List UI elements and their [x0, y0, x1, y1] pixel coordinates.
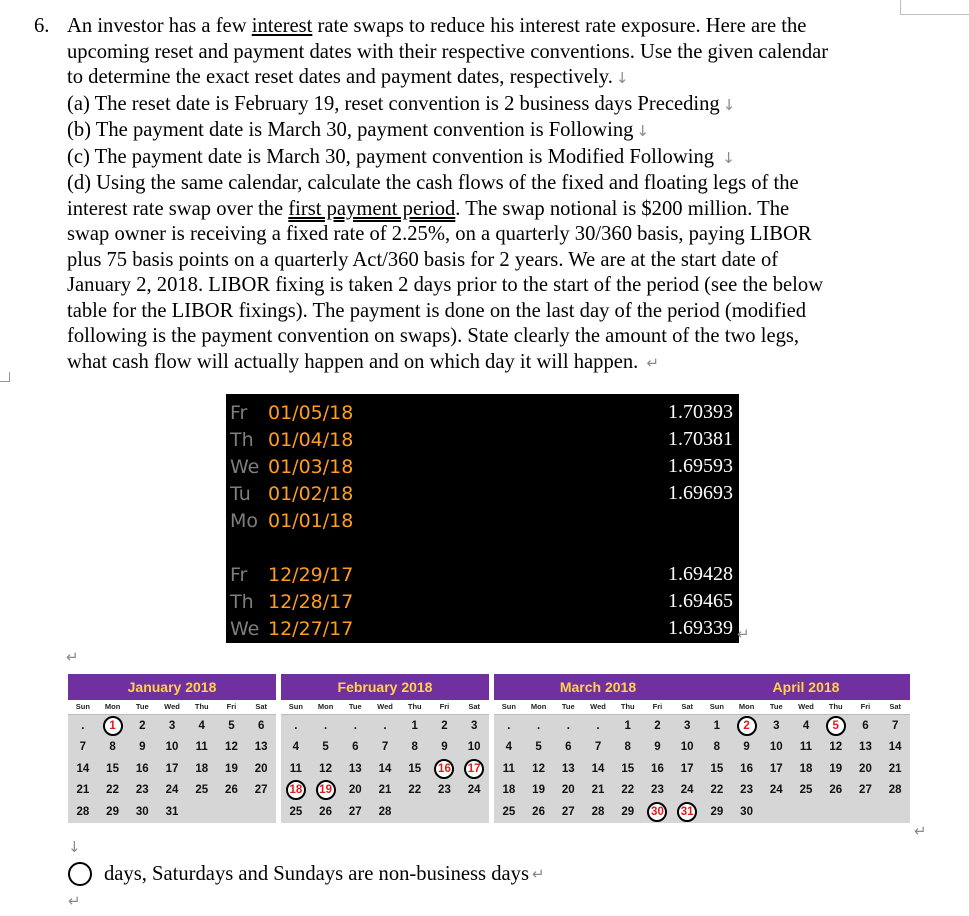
calendar-day: 25 — [195, 784, 209, 797]
calendar-day: 11 — [195, 741, 208, 754]
calendar-week-row — [68, 780, 276, 802]
circled-day-marker: 18 — [286, 780, 306, 800]
libor-row — [226, 481, 739, 508]
calendar-day: 21 — [76, 784, 90, 797]
calendar-day: 23 — [135, 784, 149, 797]
paragraph-mark: ↵ — [531, 865, 545, 883]
calendar-day: 17 — [680, 762, 694, 775]
libor-value: 1.69339 — [668, 617, 733, 639]
calendar-week-row — [702, 715, 910, 737]
calendar-week-row — [702, 780, 910, 802]
calendar-day: 10 — [769, 741, 783, 754]
libor-day: Tu — [230, 483, 251, 505]
weekday-label: Sat — [681, 702, 693, 711]
weekday-label: Fri — [439, 702, 450, 711]
calendar-week-row — [68, 715, 276, 737]
calendar-day: 2 — [654, 719, 661, 732]
libor-row — [226, 454, 739, 481]
calendar-day: 5 — [228, 719, 235, 732]
circled-day-marker: 31 — [677, 802, 697, 822]
calendar-day: 26 — [532, 805, 545, 818]
calendar-day: 13 — [561, 762, 575, 775]
libor-value: 1.69693 — [668, 482, 733, 504]
calendar-day: 8 — [411, 741, 418, 754]
libor-row — [226, 427, 739, 454]
calendar-day: 10 — [165, 741, 179, 754]
calendar-day: 24 — [769, 784, 783, 797]
calendar-day: 15 — [106, 762, 119, 775]
calendar-week-row — [281, 737, 489, 759]
question-part-d-line-8: what cash flow will actually happen and on which day it will happen. ↵ — [67, 350, 660, 373]
weekday-label: Thu — [620, 702, 635, 711]
libor-value: 1.70381 — [668, 428, 733, 450]
calendar-week-row — [281, 758, 489, 780]
calendar-day: 11 — [502, 762, 515, 775]
calendar-day: 19 — [829, 762, 843, 775]
calendar-day: 4 — [505, 741, 513, 754]
weekday-label: Mon — [738, 702, 755, 711]
weekday-label: Tue — [135, 702, 149, 711]
weekday-label: Wed — [164, 702, 180, 711]
page-corner-marker — [900, 0, 969, 15]
question-part-d-line-1: (d) Using the same calendar, calculate the cash flows of the fixed and floating legs of the — [67, 172, 799, 194]
calendar-title: January 2018 — [68, 674, 276, 700]
calendar-day: 28 — [76, 805, 90, 818]
calendar-day: . — [383, 719, 387, 732]
calendar-day: 12 — [532, 762, 545, 775]
calendar-day: 21 — [378, 784, 392, 797]
question-part-d-line-4: plus 75 basis points on a quarterly Act/360 basis for 2 years. We are at the start date of — [67, 248, 779, 271]
calendar-day: 20 — [561, 784, 575, 797]
calendar-day: 6 — [257, 719, 265, 732]
calendar-day: 31 — [165, 805, 179, 818]
legend-text: days, Saturdays and Sundays are non-business days — [104, 862, 529, 885]
calendar-day: 27 — [254, 784, 268, 797]
circled-day-marker: 30 — [647, 802, 667, 822]
libor-date: 01/01/18 — [268, 510, 354, 532]
weekday-label: Fri — [860, 702, 871, 711]
question-line-2: upcoming reset and payment dates with their respective conventions. Use the given calendar — [67, 40, 829, 63]
calendar-day: . — [566, 719, 570, 732]
calendar-grid — [68, 714, 276, 823]
calendar-day: 2 — [139, 719, 146, 732]
weekday-label: Sun — [709, 702, 724, 711]
weekday-label: Mon — [530, 702, 547, 711]
calendar-day: 6 — [565, 741, 572, 754]
libor-value: 1.70393 — [668, 401, 733, 423]
calendar-week-row — [494, 801, 702, 823]
calendar-day: 1 — [411, 719, 418, 732]
calendar-day: 24 — [680, 784, 694, 797]
libor-value: 1.69428 — [668, 563, 733, 585]
calendar-day: 8 — [713, 741, 721, 754]
calendar-day: 5 — [322, 741, 329, 754]
calendar-day: 3 — [683, 719, 691, 732]
weekday-label: Tue — [348, 702, 362, 711]
calendar-day — [98, 715, 128, 737]
weekday-label: Thu — [828, 702, 843, 711]
calendar-day: 12 — [319, 762, 332, 775]
libor-date: 01/02/18 — [268, 483, 354, 505]
calendar-day: 12 — [829, 741, 843, 754]
calendar-day: 28 — [378, 805, 392, 818]
calendar-day: 29 — [621, 805, 635, 818]
calendar-day: 8 — [109, 741, 116, 754]
question-part-a: (a) The reset date is February 19, reset convention is 2 business days Preceding ↓ — [67, 92, 736, 115]
weekday-label: Fri — [226, 702, 237, 711]
calendar-day: 25 — [289, 805, 303, 818]
circled-day-marker: 17 — [464, 759, 484, 779]
calendar-day: 19 — [532, 784, 545, 797]
calendar-day: 20 — [348, 784, 362, 797]
calendar-day — [459, 758, 489, 780]
libor-date: 01/03/18 — [268, 456, 354, 478]
calendar-day: 19 — [225, 762, 238, 775]
calendar-day: 12 — [225, 741, 238, 754]
calendar-day: 6 — [352, 741, 359, 754]
calendar-day: . — [81, 719, 85, 732]
calendar-day: 10 — [680, 741, 694, 754]
calendar-day — [821, 715, 851, 737]
weekday-label: Thu — [407, 702, 422, 711]
calendar-weekday-header — [702, 700, 910, 714]
libor-day: Th — [230, 429, 254, 451]
libor-date: 12/28/17 — [268, 591, 354, 613]
calendar-week-row — [68, 801, 276, 823]
calendar-february — [281, 674, 489, 823]
calendar-day: 15 — [408, 762, 422, 775]
libor-date: 12/27/17 — [268, 618, 354, 640]
calendar-day: 15 — [710, 762, 724, 775]
libor-day: Fr — [230, 564, 248, 586]
libor-day: Th — [230, 591, 254, 613]
calendar-day: 23 — [740, 784, 753, 797]
weekday-label: Sun — [288, 702, 303, 711]
calendar-day: 17 — [165, 762, 179, 775]
question-part-b: (b) The payment date is March 30, payment convention is Following ↓ — [67, 119, 649, 141]
calendar-week-row — [281, 715, 489, 737]
question-number: 6. — [34, 15, 50, 37]
calendar-day: 27 — [859, 784, 872, 797]
circled-day-marker: 2 — [737, 716, 757, 736]
calendar-day: 23 — [651, 784, 664, 797]
calendar-day: . — [507, 719, 511, 732]
calendar-day: 16 — [740, 762, 753, 775]
calendar-week-row — [281, 780, 489, 802]
paragraph-mark: ↵ — [737, 625, 750, 643]
calendar-title: March 2018 — [494, 674, 702, 700]
calendar-day: 30 — [135, 805, 149, 818]
weekday-label: Tue — [769, 702, 783, 711]
calendar-weekday-header — [281, 700, 489, 714]
calendar-week-row — [494, 758, 702, 780]
calendar-title: April 2018 — [702, 674, 910, 700]
libor-date: 01/04/18 — [268, 429, 354, 451]
circled-day-marker: 19 — [316, 780, 336, 800]
calendar-day: 23 — [438, 784, 451, 797]
calendar-day: 14 — [591, 762, 605, 775]
calendar-day: 18 — [502, 784, 516, 797]
calendar-week-row — [494, 715, 702, 737]
margin-marker — [0, 372, 10, 382]
question-part-d-line-5: January 2, 2018. LIBOR fixing is taken 2 days prior to the start of the period (see the below — [67, 274, 824, 296]
weekday-label: Sat — [255, 702, 267, 711]
paragraph-mark: ↵ — [914, 822, 927, 840]
calendar-day: 4 — [292, 741, 300, 754]
libor-date: 01/05/18 — [268, 402, 354, 424]
calendar-day: 13 — [348, 762, 362, 775]
calendar-day: 7 — [79, 741, 87, 754]
calendar-day: 22 — [710, 784, 724, 797]
calendar-day: 26 — [319, 805, 332, 818]
libor-value: 1.69465 — [668, 590, 733, 612]
question-part-d-line-6: table for the LIBOR fixings). The payment is done on the last day of the period (modified — [67, 299, 807, 322]
weekday-label: Wed — [590, 702, 606, 711]
calendar-day: . — [536, 719, 541, 732]
calendar-day: 13 — [859, 741, 872, 754]
libor-day: We — [230, 618, 260, 640]
calendar-day: 14 — [378, 762, 392, 775]
calendar-day: 24 — [467, 784, 481, 797]
paragraph-mark: ↵ — [68, 892, 81, 910]
calendar-day: 20 — [859, 762, 872, 775]
calendar-day: 26 — [829, 784, 843, 797]
calendar-day: 8 — [624, 741, 631, 754]
question-part-d-line-3: swap owner is receiving a fixed rate of 2.25%, on a quarterly 30/360 basis, paying LIBOR — [67, 223, 812, 245]
calendar-day: 21 — [591, 784, 605, 797]
calendar-day: 14 — [888, 741, 902, 754]
calendar-day: 1 — [624, 719, 631, 732]
calendar-day: 9 — [441, 741, 448, 754]
libor-row — [226, 616, 739, 643]
calendar-week-row — [494, 737, 702, 759]
calendar-title: February 2018 — [281, 674, 489, 700]
calendar-grid — [281, 714, 489, 823]
calendar-week-row — [494, 780, 702, 802]
calendar-day — [430, 758, 460, 780]
calendar-day: 7 — [891, 719, 899, 732]
calendar-day — [732, 715, 762, 737]
calendar-day: 25 — [799, 784, 813, 797]
calendar-day: 9 — [654, 741, 661, 754]
calendar-day: 7 — [594, 741, 602, 754]
libor-day: Mo — [230, 510, 259, 532]
calendar-day: 15 — [621, 762, 635, 775]
calendar-day: 10 — [467, 741, 481, 754]
calendar-april — [702, 674, 910, 823]
calendar-day: 3 — [773, 719, 780, 732]
calendar-day: 27 — [561, 805, 575, 818]
calendar-day: 4 — [802, 719, 810, 732]
weekday-label: Sun — [501, 702, 516, 711]
calendar-day: 20 — [254, 762, 268, 775]
calendar-day: 28 — [591, 805, 605, 818]
calendar-day: 29 — [710, 805, 724, 818]
soft-return-mark: ↓ — [68, 838, 81, 856]
calendar-day: 21 — [888, 762, 902, 775]
calendar-day: 7 — [381, 741, 389, 754]
libor-fixings-table — [226, 394, 739, 643]
weekday-label: Thu — [194, 702, 209, 711]
question-body — [67, 14, 897, 376]
calendar-day: 22 — [106, 784, 119, 797]
calendar-day — [311, 780, 341, 802]
question-line-3: to determine the exact reset dates and payment dates, respectively. ↓ — [67, 66, 629, 88]
calendar-day: 11 — [289, 762, 302, 775]
calendar-grid — [494, 714, 702, 823]
calendar-day: 14 — [76, 762, 90, 775]
weekday-label: Sun — [75, 702, 90, 711]
calendar-week-row — [702, 737, 910, 759]
calendar-week-row — [702, 801, 910, 823]
libor-date: 12/29/17 — [268, 564, 354, 586]
calendar-grid — [702, 714, 910, 823]
paragraph-mark: ↵ — [66, 648, 79, 666]
calendar-day: 22 — [621, 784, 635, 797]
calendar-day: 4 — [198, 719, 205, 732]
weekday-label: Wed — [377, 702, 393, 711]
calendar-day — [281, 780, 311, 802]
question-line-1: An investor has a few interest rate swaps to reduce his interest rate exposure. Here are the — [67, 15, 807, 37]
calendar-day: 9 — [139, 741, 146, 754]
calendar-day: 13 — [254, 741, 268, 754]
calendar-day: 26 — [225, 784, 238, 797]
calendar-day: 18 — [799, 762, 813, 775]
libor-row — [226, 562, 739, 589]
calendar-day: . — [294, 719, 298, 732]
weekday-label: Tue — [561, 702, 575, 711]
libor-day: We — [230, 456, 260, 478]
calendar-day: 24 — [165, 784, 179, 797]
question-part-d-line-2: interest rate swap over the first payment period. The swap notional is $200 million. The — [67, 197, 790, 220]
question-part-d-line-7: following is the payment convention on swaps). State clearly the amount of the two legs, — [67, 325, 800, 347]
weekday-label: Sat — [468, 702, 480, 711]
calendar-day: . — [323, 719, 328, 732]
calendar-weekday-header — [494, 700, 702, 714]
weekday-label: Wed — [798, 702, 814, 711]
libor-row — [226, 400, 739, 427]
circled-day-marker: 1 — [103, 716, 123, 736]
calendar-day — [672, 801, 702, 823]
calendar-week-row — [702, 758, 910, 780]
calendar-day: 1 — [713, 719, 721, 732]
calendar-day: 5 — [535, 741, 542, 754]
circled-day-marker: 5 — [826, 716, 846, 736]
libor-row — [226, 508, 739, 535]
calendar-day: . — [353, 719, 357, 732]
calendar-day: 16 — [651, 762, 664, 775]
calendar-day: 22 — [408, 784, 422, 797]
calendar-day: 11 — [799, 741, 813, 754]
calendar-january — [68, 674, 276, 823]
calendar-day: 17 — [769, 762, 783, 775]
libor-value: 1.69593 — [668, 455, 733, 477]
libor-row — [226, 589, 739, 616]
calendar-week-row — [281, 801, 489, 823]
circle-legend-icon — [68, 862, 92, 886]
weekday-label: Mon — [317, 702, 334, 711]
calendar-day: 25 — [502, 805, 516, 818]
calendar-day: 16 — [135, 762, 149, 775]
calendar-day: 30 — [740, 805, 753, 818]
circled-day-marker: 16 — [434, 759, 454, 779]
calendar-march — [494, 674, 702, 823]
calendar-day: . — [596, 719, 600, 732]
weekday-label: Sat — [889, 702, 901, 711]
weekday-label: Fri — [652, 702, 663, 711]
question-part-c: (c) The payment date is March 30, payment convention is Modified Following ↓ — [67, 145, 735, 168]
calendar-weekday-header — [68, 700, 276, 714]
calendar-day: 2 — [441, 719, 448, 732]
libor-day: Fr — [230, 402, 248, 424]
calendar-day: 3 — [470, 719, 478, 732]
calendar-week-row — [68, 758, 276, 780]
calendar-day: 6 — [862, 719, 869, 732]
calendar-day: 3 — [168, 719, 176, 732]
calendar-day: 27 — [348, 805, 362, 818]
calendar-day: 18 — [195, 762, 209, 775]
calendar-day: 29 — [106, 805, 119, 818]
calendar-day: 28 — [888, 784, 902, 797]
weekday-label: Mon — [104, 702, 121, 711]
calendar-day: 9 — [743, 741, 750, 754]
legend — [68, 862, 545, 886]
calendar-day — [643, 801, 673, 823]
calendar-week-row — [68, 737, 276, 759]
